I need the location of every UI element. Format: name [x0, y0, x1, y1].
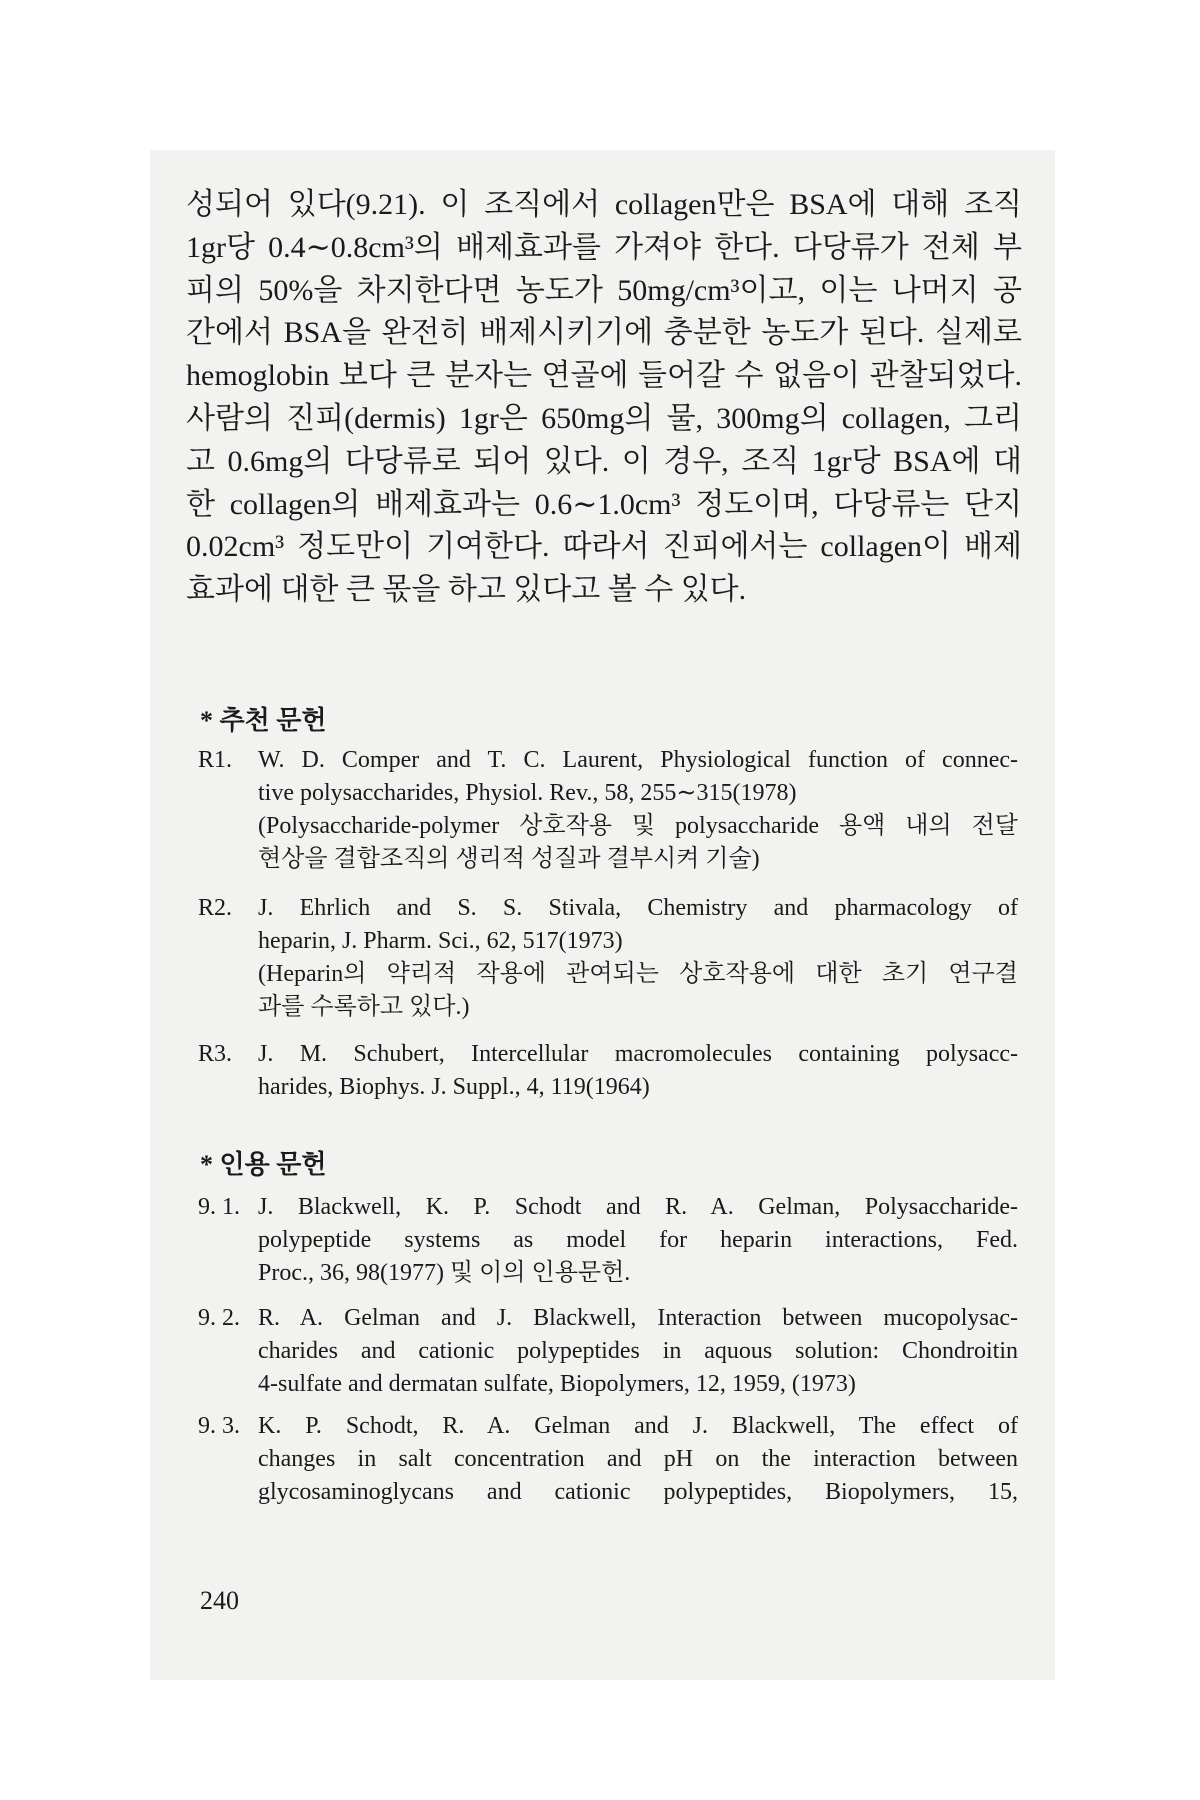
citation-line: polypeptide systems as model for heparin interactions, Fed. — [258, 1227, 1018, 1253]
reference-text — [258, 1038, 1018, 1104]
reference-text — [258, 744, 1018, 876]
citation-text — [258, 1191, 1018, 1290]
cited-heading: * 인용 문헌 — [200, 1150, 327, 1179]
citation-number: 9. 2. — [198, 1305, 240, 1331]
citation-line: 4-sulfate and dermatan sulfate, Biopolymers, 12, 1959, (1973) — [258, 1371, 856, 1397]
reference-line: W. D. Comper and T. C. Laurent, Physiological function of connec- — [258, 747, 1018, 773]
body-line: 성되어 있다(9.21). 이 조직에서 collagen만은 BSA에 대해 조직 — [186, 188, 1022, 221]
citation-line: R. A. Gelman and J. Blackwell, Interaction between mucopolysac- — [258, 1305, 1018, 1331]
citation-text — [258, 1410, 1018, 1509]
citation-line: charides and cationic polypeptides in aquous solution: Chondroitin — [258, 1338, 1018, 1364]
body-line: hemoglobin 보다 큰 분자는 연골에 들어갈 수 없음이 관찰되었다. — [186, 359, 1022, 393]
citation-line: J. Blackwell, K. P. Schodt and R. A. Gelman, Polysaccharide- — [258, 1194, 1018, 1220]
reference-number: R3. — [198, 1041, 233, 1067]
reference-line: J. Ehrlich and S. S. Stivala, Chemistry and pharmacology of — [258, 895, 1018, 921]
reference-number: R2. — [198, 895, 233, 921]
citation-number: 9. 1. — [198, 1194, 240, 1220]
citation-line: glycosaminoglycans and cationic polypeptides, Biopolymers, 15, — [258, 1479, 1018, 1505]
body-line: 1gr당 0.4∼0.8cm³의 배제효과를 가져야 한다. 다당류가 전체 부 — [186, 230, 1022, 264]
citation-line: changes in salt concentration and pH on the interaction between — [258, 1446, 1018, 1472]
reference-line: 과를 수록하고 있다.) — [258, 994, 470, 1020]
body-line: 0.02cm³ 정도만이 기여한다. 따라서 진피에서는 collagen이 배제 — [186, 530, 1022, 564]
citation-line: K. P. Schodt, R. A. Gelman and J. Blackwell, The effect of — [258, 1413, 1018, 1439]
reference-number: R1. — [198, 747, 233, 773]
reference-line: harides, Biophys. J. Suppl., 4, 119(1964) — [258, 1074, 650, 1100]
body-line: 사람의 진피(dermis) 1gr은 650mg의 물, 300mg의 collagen, 그리 — [186, 401, 1022, 435]
reference-line: (Heparin의 약리적 작용에 관여되는 상호작용에 대한 초기 연구결 — [258, 961, 1018, 987]
reference-line: tive polysaccharides, Physiol. Rev., 58, 255∼315(1978) — [258, 780, 797, 806]
reference-line: (Polysaccharide-polymer 상호작용 및 polysaccharide 용액 내의 전달 — [258, 813, 1018, 839]
reference-line: J. M. Schubert, Intercellular macromolecules containing polysacc- — [258, 1041, 1018, 1067]
recommended-heading: * 추천 문헌 — [200, 706, 327, 735]
reference-text — [258, 892, 1018, 1024]
reference-line: heparin, J. Pharm. Sci., 62, 517(1973) — [258, 928, 623, 954]
page-number: 240 — [200, 1586, 239, 1615]
body-line: 한 collagen의 배제효과는 0.6∼1.0cm³ 정도이며, 다당류는 단지 — [186, 487, 1022, 521]
body-line: 효과에 대한 큰 몫을 하고 있다고 볼 수 있다. — [186, 573, 747, 607]
body-line: 피의 50%을 차지한다면 농도가 50mg/cm³이고, 이는 나머지 공 — [186, 273, 1022, 307]
citation-number: 9. 3. — [198, 1413, 240, 1439]
body-line: 고 0.6mg의 다당류로 되어 있다. 이 경우, 조직 1gr당 BSA에 대 — [186, 444, 1022, 478]
citation-line: Proc., 36, 98(1977) 및 이의 인용문헌. — [258, 1260, 631, 1286]
reference-line: 현상을 결합조직의 생리적 성질과 결부시켜 기술) — [258, 846, 760, 872]
body-paragraph — [186, 184, 1022, 612]
body-line: 간에서 BSA을 완전히 배제시키기에 충분한 농도가 된다. 실제로 — [186, 316, 1022, 350]
citation-text — [258, 1302, 1018, 1401]
